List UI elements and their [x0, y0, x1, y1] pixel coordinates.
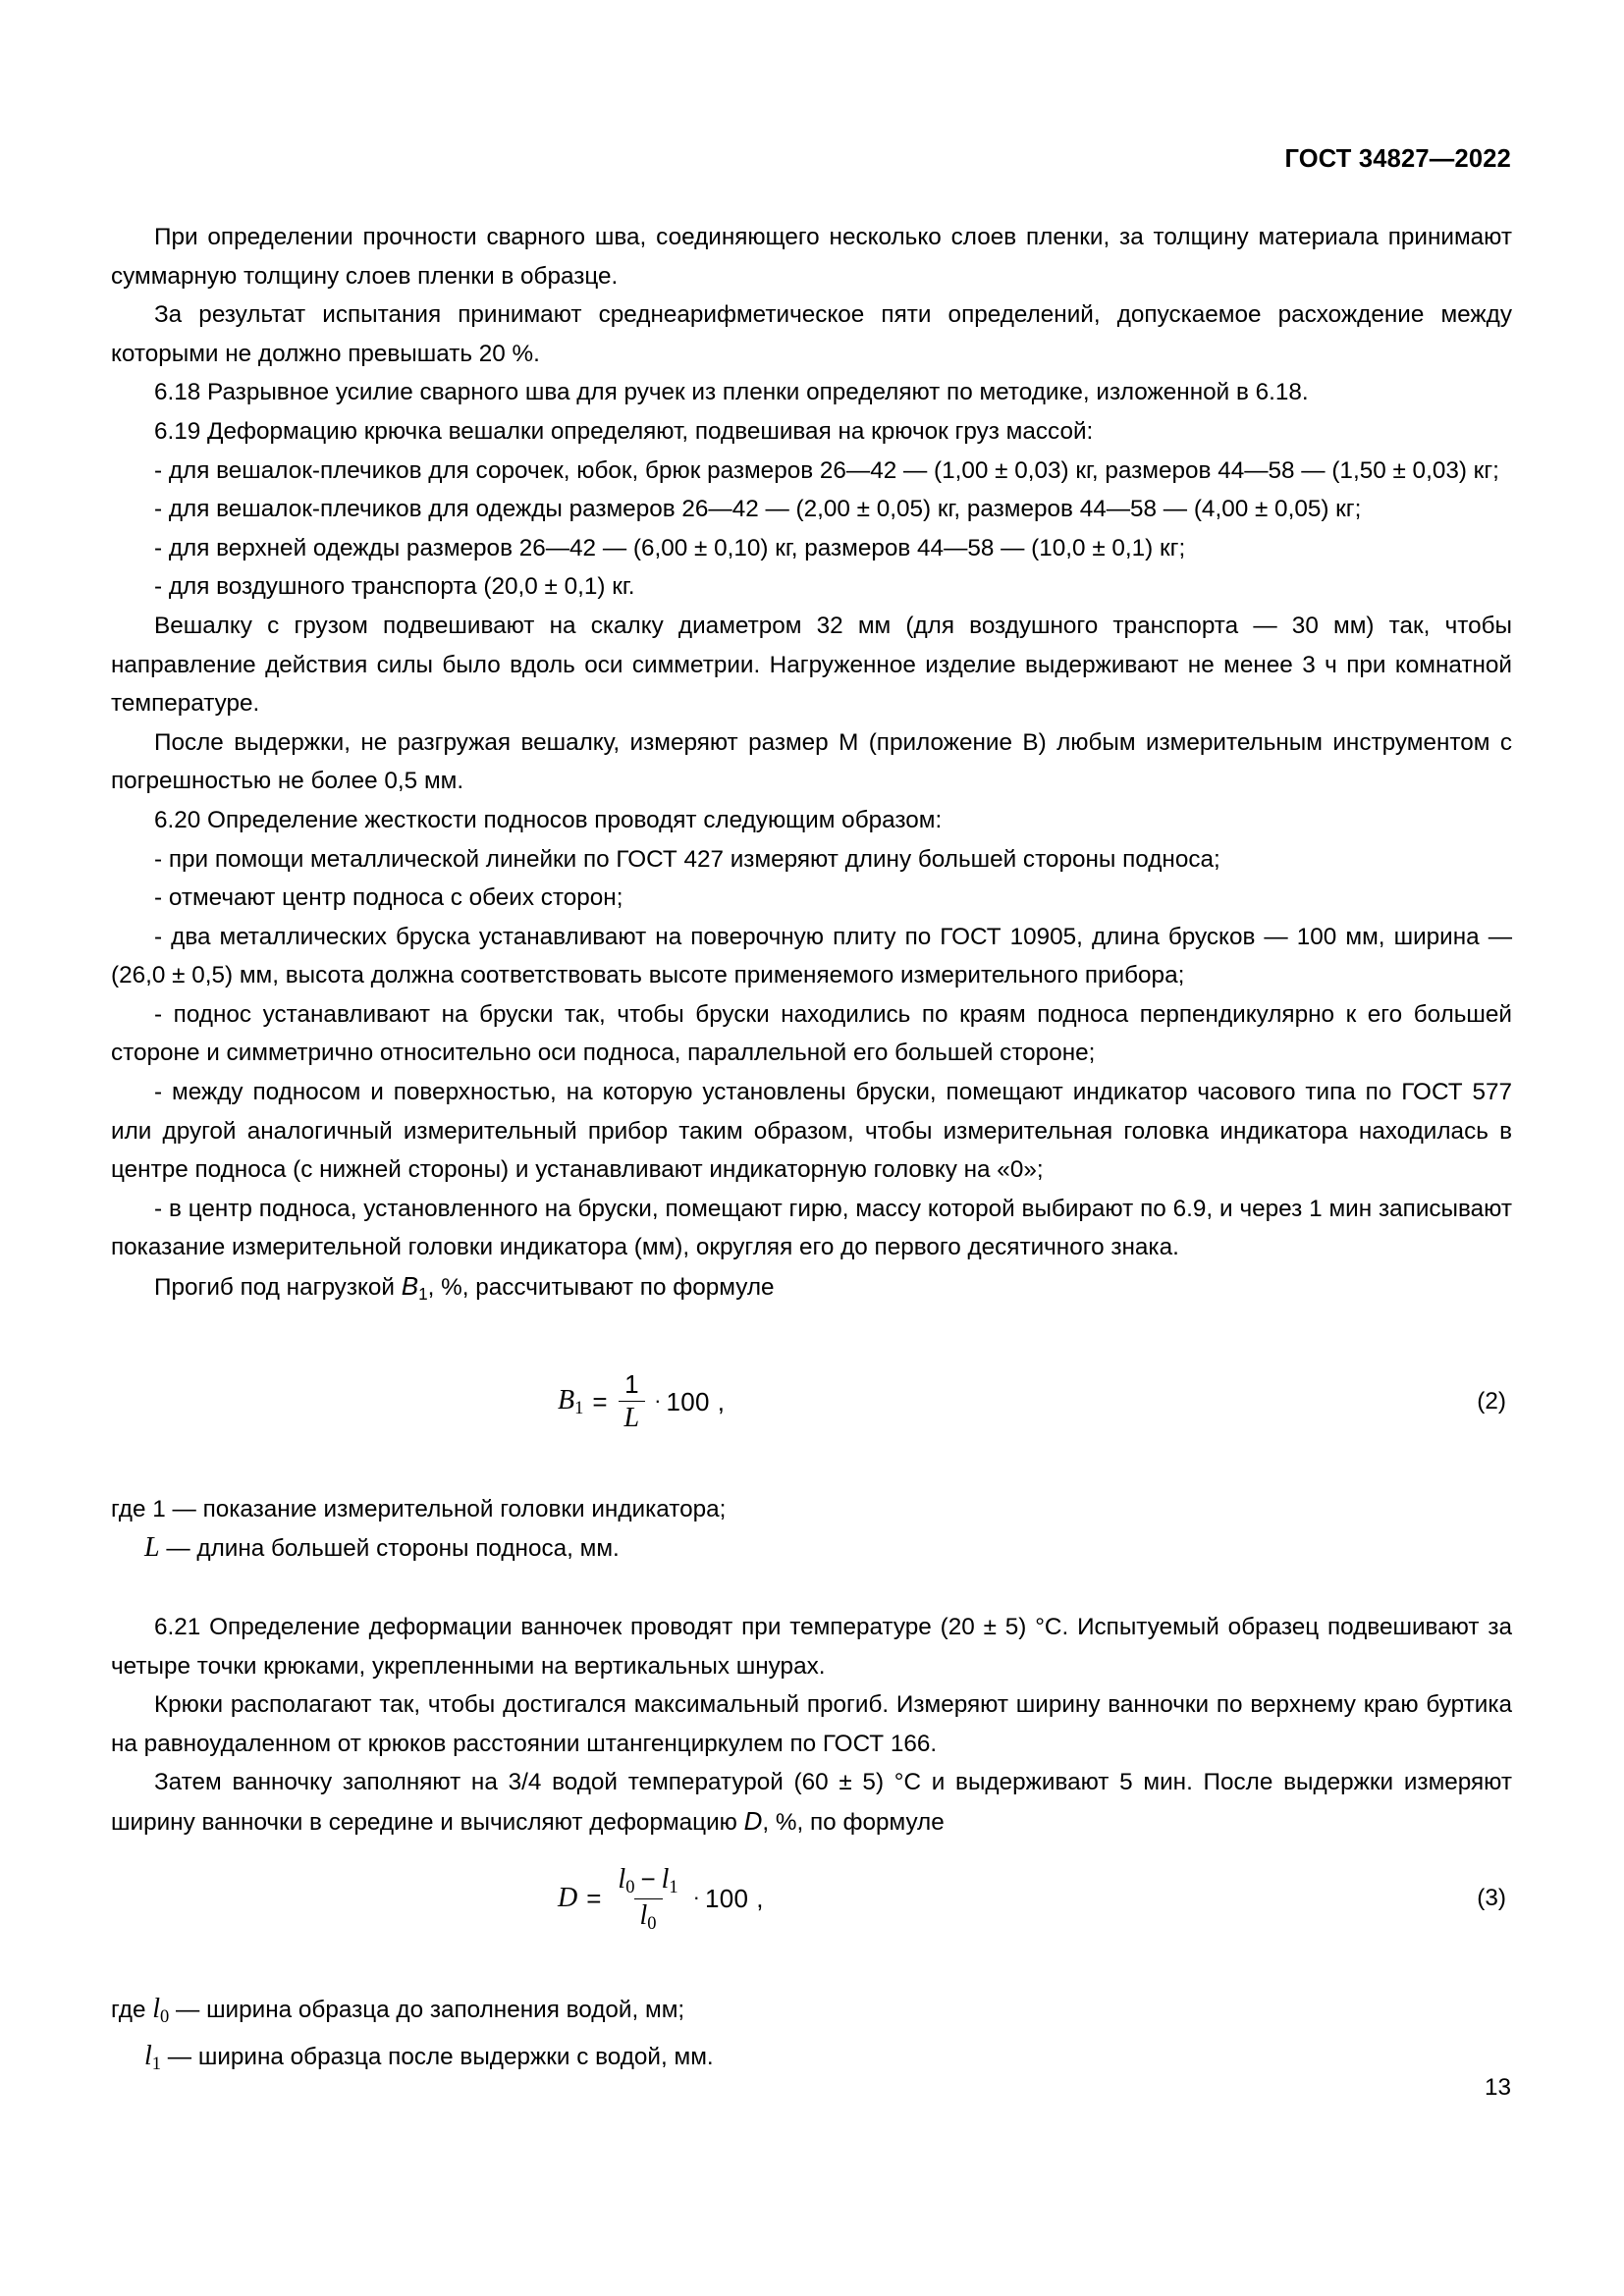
formula-2-denominator: L [619, 1401, 646, 1433]
deflection-intro-prefix: Прогиб под нагрузкой [154, 1274, 402, 1302]
list-item-mark-center: - отмечают центр подноса с обеих сторон; [154, 884, 623, 912]
formula-3-definitions [111, 1990, 1512, 2084]
formula-3-equals: = [586, 1883, 602, 1913]
list-item-dial-indicator-gost-577: - между подносом и поверхностью, на которую установлены бруски, помещают индикатор часового типа по ГОСТ 577 или другой аналогичный измерительный прибор таким образом, чтобы измерительная головка индикатора находилась в центре подноса (с нижней стороны) и устанавливают индикаторную головку на «0»; [111, 1079, 1512, 1184]
paragraph-weld-thickness: При определении прочности сварного шва, соединяющего несколько слоев пленки, за толщину материала принимают суммарную толщину слоев пленки в образце. [111, 224, 1512, 290]
deformation-symbol: D [743, 1806, 763, 1837]
formula-2-number: (2) [1477, 1388, 1506, 1415]
formula-3-denominator: $l_0$ [634, 1898, 663, 1934]
formula-2-numerator: 1 [624, 1369, 639, 1400]
paragraph-hooks-deflection: Крюки располагают так, чтобы достигался максимальный прогиб. Измеряют ширину ванночки по верхнему краю буртика на равноудаленном от крюков расстоянии штангенциркулем по ГОСТ 166. [111, 1691, 1512, 1757]
formula-2-equals: = [592, 1386, 608, 1416]
formula-3-multiply-dot: · [692, 1885, 700, 1909]
formula-3-row [111, 1864, 1512, 1934]
document-body [111, 218, 1512, 2084]
page-header-standard-number: ГОСТ 34827—2022 [1284, 145, 1511, 173]
deflection-intro-suffix: , %, рассчитывают по формуле [427, 1274, 775, 1302]
definition-width-after-water: $l_1$ — ширина образца после выдержки с водой, мм. [144, 2041, 714, 2074]
clause-6-18: 6.18 Разрывное усилие сварного шва для ручек из пленки определяют по методике, изложенной в 6.18. [154, 379, 1309, 406]
list-item-ruler-gost-427: - при помощи металлической линейки по ГОСТ 427 измеряют длину большей стороны подноса; [154, 845, 1220, 873]
formula-3-factor: 100 [704, 1883, 749, 1913]
page-number: 13 [1484, 2074, 1511, 2101]
formula-2-trailing-comma: , [717, 1386, 725, 1416]
formula-2-definitions [111, 1490, 1512, 1569]
clause-6-20: 6.20 Определение жесткости подносов проводят следующим образом: [154, 806, 943, 833]
fill-intro-prefix: Затем ванночку заполняют на 3/4 водой температурой (60 ± 5) °С и выдерживают 5 мин. После выдержки измеряют ширину ванночки в середине и вычисляют деформацию [111, 1769, 1512, 1837]
formula-2 [558, 1370, 725, 1432]
formula-2-row [111, 1370, 1512, 1432]
paragraph-measure-size-m: После выдержки, не разгружая вешалку, измеряют размер М (приложение В) любым измерительным инструментом с погрешностью не более 0,5 мм. [111, 728, 1512, 795]
paragraph-hanger-load-suspension: Вешалку с грузом подвешивают на скалку диаметром 32 мм (для воздушного транспорта — 30 мм) так, чтобы направление действия силы было вдоль оси симметрии. Нагруженное изделие выдерживают не менее 3 ч при комнатной температуре. [111, 612, 1512, 718]
formula-3-number: (3) [1477, 1885, 1506, 1911]
formula-2-lhs: $B_1$ [558, 1385, 584, 1418]
formula-3-lhs: D [558, 1883, 578, 1913]
formula-3-numerator: $l_0 - l_1$ [618, 1863, 678, 1896]
clause-6-21: 6.21 Определение деформации ванночек проводят при температуре (20 ± 5) °С. Испытуемый образец подвешивают за четыре точки крюками, укрепленными на вертикальных шнурах. [111, 1614, 1512, 1680]
formula-3-fraction [612, 1864, 683, 1934]
paragraph-fill-water-formula-intro [111, 1763, 1512, 1842]
list-item-hangers-shirts: - для вешалок-плечиков для сорочек, юбок, брюк размеров 26—42 — (1,00 ± 0,03) кг, размеров 44—58 — (1,50 ± 0,03) кг; [154, 456, 1499, 484]
list-item-outerwear: - для верхней одежды размеров 26—42 — (6,00 ± 0,10) кг, размеров 44—58 — (10,0 ± 0,1) кг; [154, 534, 1186, 561]
definition-indicator-reading: где 1 — показание измерительной головки индикатора; [111, 1495, 727, 1522]
formula-2-fraction [619, 1370, 646, 1432]
formula-3-trailing-comma: , [756, 1883, 764, 1913]
fill-intro-suffix: , %, по формуле [762, 1809, 945, 1837]
paragraph-test-result-average: За результат испытания принимают среднеарифметическое пяти определений, допускаемое расхождение между которыми не должно превышать 20 %. [111, 301, 1512, 367]
list-item-hangers-clothes: - для вешалок-плечиков для одежды размеров 26—42 — (2,00 ± 0,05) кг, размеров 44—58 — (4,00 ± 0,05) кг; [154, 496, 1362, 523]
formula-3 [558, 1864, 763, 1934]
definition-tray-length: L — длина большей стороны подноса, мм. [144, 1532, 620, 1564]
list-item-metal-bars-gost-10905: - два металлических бруска устанавливают на поверочную плиту по ГОСТ 10905, длина брусков — 100 мм, ширина — (26,0 ± 0,5) мм, высота должна соответствовать высоте применяемого измерительного прибора; [111, 923, 1512, 989]
clause-6-19: 6.19 Деформацию крючка вешалки определяют, подвешивая на крючок груз массой: [154, 417, 1094, 445]
definition-width-before-water: где $l_0$ — ширина образца до заполнения водой, мм; [111, 1994, 685, 2027]
formula-2-factor: 100 [666, 1386, 710, 1416]
list-item-tray-on-bars: - поднос устанавливают на бруски так, чтобы бруски находились по краям подноса перпендикулярно к его большей стороне и симметрично относительно оси подноса, параллельной его большей стороне; [111, 1000, 1512, 1067]
list-item-weight-center: - в центр подноса, установленного на бруски, помещают гирю, массу которой выбирают по 6.9, и через 1 мин записывают показание измерительной головки индикатора (мм), округляя его до первого десятичного знака. [111, 1195, 1512, 1261]
list-item-air-transport: - для воздушного транспорта (20,0 ± 0,1) кг. [154, 573, 635, 601]
paragraph-deflection-formula-intro [111, 1267, 1512, 1313]
formula-2-multiply-dot: · [654, 1388, 662, 1414]
deflection-symbol: $B_1$ [401, 1271, 428, 1304]
